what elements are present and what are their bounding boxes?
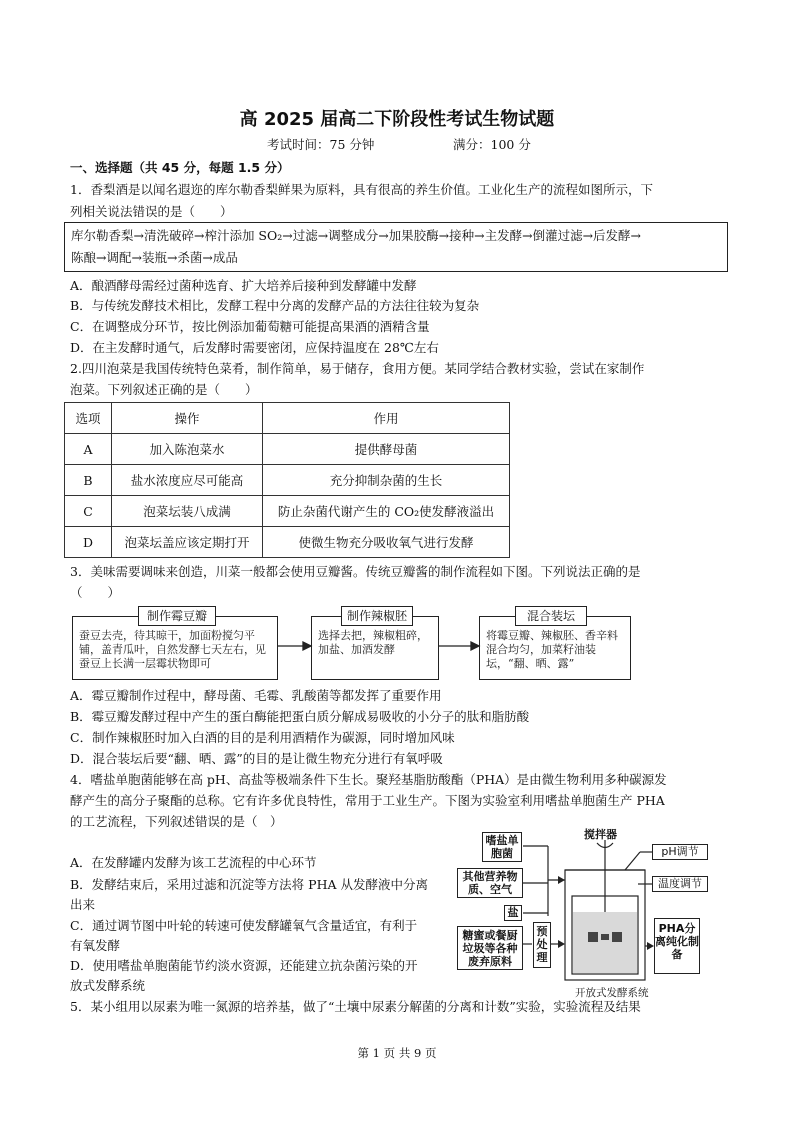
exam-time: 考试时间：75 分钟: [267, 137, 375, 152]
page-footer: 第 1 页 共 9 页: [357, 1046, 437, 1060]
diagram-temp-box: 温度调节: [652, 876, 708, 892]
q4-option-a: A．在发酵罐内发酵为该工艺流程的中心环节: [70, 855, 317, 870]
q3-step2-text: 选择去把，辣椒粗碎，加盐、加酒发酵: [318, 629, 428, 656]
table-header-cell: 操作: [112, 403, 263, 434]
table-cell: 提供酵母菌: [263, 434, 510, 465]
table-cell: 使微生物充分吸收氧气进行发酵: [263, 527, 510, 558]
q1-option-a: A．酿酒酵母需经过菌种选育、扩大培养后接种到发酵罐中发酵: [70, 278, 417, 293]
impeller-hub: [601, 934, 609, 940]
diagram-caption: 开放式发酵系统: [575, 987, 649, 999]
table-cell: B: [65, 465, 112, 496]
q4-option-c-line1: C．通过调节图中叶轮的转速可使发酵罐氧气含量适宜，有利于: [70, 918, 418, 933]
arrow-head: [558, 940, 565, 948]
q2-stem-line1: 2.四川泡菜是我国传统特色菜肴，制作简单，易于储存，食用方便。某同学结合教材实验，尝试在家制作: [70, 361, 645, 376]
diagram-pretreat-box: 预处理: [533, 922, 551, 968]
diagram-ph-box: pH调节: [652, 844, 708, 860]
q4-option-c-line2: 有氧发酵: [70, 938, 121, 953]
q3-option-a: A．霉豆瓣制作过程中，酵母菌、毛霉、乳酸菌等都发挥了重要作用: [70, 688, 442, 703]
table-cell: D: [65, 527, 112, 558]
q3-stem-line2: （ ）: [70, 585, 121, 600]
q4-option-b-line1: B．发酵结束后，采用过滤和沉淀等方法将 PHA 从发酵液中分离: [70, 877, 428, 892]
table-header-cell: 选项: [65, 403, 112, 434]
q1-flow-line2: 陈酿→调配→装瓶→杀菌→成品: [71, 250, 238, 265]
page-title: 高 2025 届高二下阶段性考试生物试题: [239, 109, 555, 130]
q4-stem-line3: 的工艺流程，下列叙述错误的是（ ）: [70, 814, 283, 829]
diagram-waste-box: 糖蜜或餐厨垃圾等各种废弃原料: [457, 926, 523, 970]
q4-stem-line1: 4．嗜盐单胞菌能够在高 pH、高盐等极端条件下生长。聚羟基脂肪酸酯（PHA）是由微生物利用多种碳源发: [70, 772, 667, 787]
diagram-nutrients-box: 其他营养物质、空气: [457, 868, 523, 898]
diagram-bacteria-box: 嗜盐单胞菌: [482, 832, 522, 862]
section-heading: 一、选择题（共 45 分，每题 1.5 分）: [70, 160, 290, 175]
q4-option-b-line2: 出来: [70, 897, 96, 912]
q3-option-d: D．混合装坛后要“翻、晒、露”的目的是让微生物充分进行有氧呼吸: [70, 751, 443, 766]
arrow-head: [647, 942, 654, 950]
q3-option-b: B．霉豆瓣发酵过程中产生的蛋白酶能把蛋白质分解成易吸收的小分子的肽和脂肪酸: [70, 709, 530, 724]
q1-flow-line1: 库尔勒香梨→清洗破碎→榨汁添加 SO₂→过滤→调整成分→加果胶酶→接种→主发酵→倒灌过滤→后发酵→: [71, 228, 642, 243]
q1-option-b: B．与传统发酵技术相比，发酵工程中分离的发酵产品的方法往往较为复杂: [70, 298, 480, 313]
q4-stem-line2: 酵产生的高分子聚酯的总称。它有许多优良特性，常用于工业生产。下图为实验室利用嗜盐单胞菌生产 PHA: [70, 793, 665, 808]
q4-option-d-line1: D．使用嗜盐单胞菌能节约淡水资源，还能建立抗杂菌污染的开: [70, 958, 418, 973]
table-cell: 充分抑制杂菌的生长: [263, 465, 510, 496]
impeller-blade: [612, 932, 622, 942]
q3-step2-title: 制作辣椒胚: [341, 606, 413, 626]
table-cell: 泡菜坛装八成满: [112, 496, 263, 527]
diagram-product-box: PHA分离纯化制备: [654, 918, 700, 974]
arrow-head: [558, 876, 565, 884]
q1-stem-line2: 列相关说法错误的是（ ）: [70, 204, 233, 219]
table-cell: 泡菜坛盖应该定期打开: [112, 527, 263, 558]
table-cell: C: [65, 496, 112, 527]
q5-stem-line1: 5．某小组用以尿素为唯一氮源的培养基，做了“土壤中尿素分解菌的分离和计数”实验，实验流程及结果: [70, 999, 641, 1014]
q3-step3-text: 将霉豆瓣、辣椒胚、香辛料混合均匀，加菜籽油装坛，“翻、晒、露”: [486, 629, 618, 670]
connector-line: [625, 852, 640, 870]
q3-stem-line1: 3．美味需要调味来创造，川菜一般都会使用豆瓣酱。传统豆瓣酱的制作流程如下图。下列说法正确的是: [70, 564, 641, 579]
q1-option-d: D．在主发酵时通气，后发酵时需要密闭，应保持温度在 28℃左右: [70, 340, 439, 355]
q4-option-d-line2: 放式发酵系统: [70, 978, 146, 993]
full-score: 满分：100 分: [453, 137, 531, 152]
table-header-cell: 作用: [263, 403, 510, 434]
q3-step1-title: 制作霉豆瓣: [138, 606, 216, 626]
tank-liquid: [573, 912, 637, 973]
table-cell: A: [65, 434, 112, 465]
table-cell: 加入陈泡菜水: [112, 434, 263, 465]
diagram-salt-box: 盐: [504, 905, 522, 921]
q3-step1-text: 蚕豆去壳，待其晾干，加面粉搅匀平铺，盖青瓜叶，自然发酵七天左右，见蚕豆上长满一层霉状物即可: [79, 629, 266, 670]
diagram-stirrer-label: 搅拌器: [584, 828, 617, 841]
table-cell: 盐水浓度应尽可能高: [112, 465, 263, 496]
q3-option-c: C．制作辣椒胚时加入白酒的目的是利用酒精作为碳源，同时增加风味: [70, 730, 455, 745]
impeller-blade: [588, 932, 598, 942]
q3-step3-title: 混合装坛: [515, 606, 587, 626]
q1-option-c: C．在调整成分环节，按比例添加葡萄糖可能提高果酒的酒精含量: [70, 319, 430, 334]
table-cell: 防止杂菌代谢产生的 CO₂使发酵液溢出: [263, 496, 510, 527]
q2-stem-line2: 泡菜。下列叙述正确的是（ ）: [70, 382, 258, 397]
q1-stem-line1: 1．香梨酒是以闻名遐迩的库尔勒香梨鲜果为原料，具有很高的养生价值。工业化生产的流程如图所示，下: [70, 182, 653, 197]
